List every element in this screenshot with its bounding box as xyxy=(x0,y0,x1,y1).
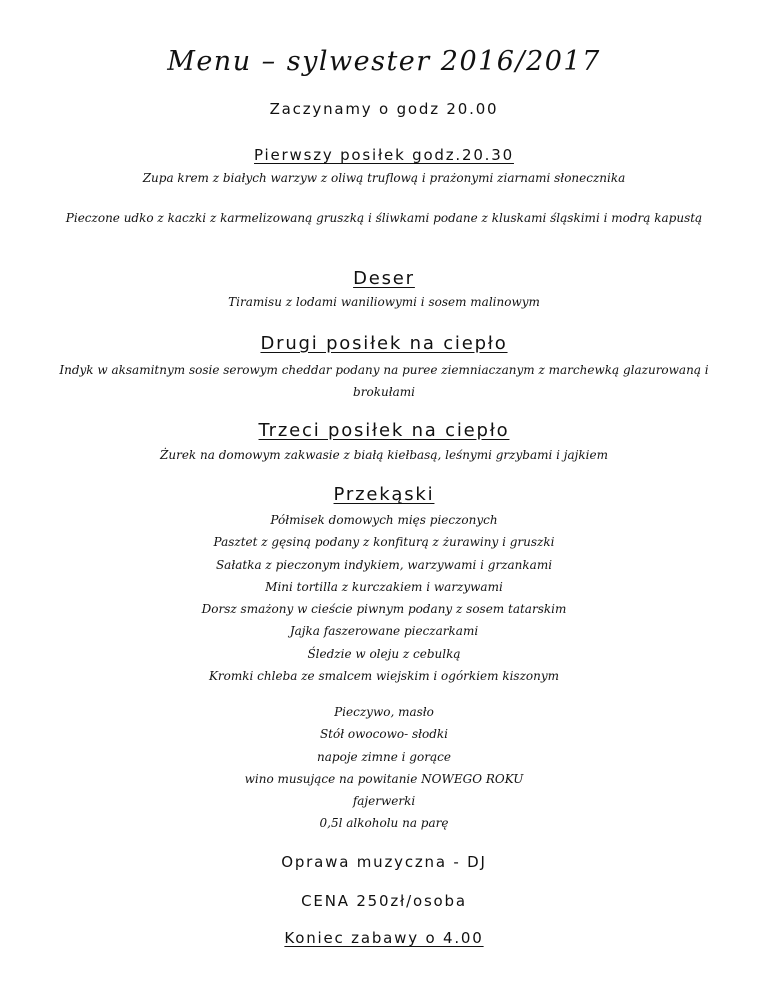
snacks-heading: Przekąski xyxy=(333,484,435,505)
snack-item: Półmisek domowych mięs pieczonych xyxy=(270,513,498,527)
dessert-item: Tiramisu z lodami waniliowymi i sosem malinowym xyxy=(228,295,540,309)
extra-item: wino musujące na powitanie NOWEGO ROKU xyxy=(244,771,524,786)
music-info: Oprawa muzyczna - DJ xyxy=(281,853,487,871)
snack-item: Sałatka z pieczonym indykiem, warzywami i grzankami xyxy=(215,557,553,572)
end-time: Koniec zabawy o 4.00 xyxy=(284,929,484,947)
extra-item: Pieczywo, masło xyxy=(334,705,434,719)
price-info: CENA 250zł/osoba xyxy=(301,892,467,910)
snacks-list xyxy=(0,509,768,687)
extra-item: napoje zimne i gorące xyxy=(317,749,451,764)
snack-item: Pasztet z gęsiną podany z konfiturą z żurawiny i gruszki xyxy=(213,535,555,550)
snack-item: Jajka faszerowane pieczarkami xyxy=(289,624,479,639)
extra-item: fajerwerki xyxy=(352,794,416,809)
extras-list xyxy=(0,701,768,835)
page-title: Menu – sylwester 2016/2017 xyxy=(167,46,601,77)
course2-heading: Drugi posiłek na ciepło xyxy=(260,333,508,354)
snack-item: Kromki chleba ze smalcem wiejskim i ogórkiem kiszonym xyxy=(208,669,560,684)
dessert-heading: Deser xyxy=(353,268,415,289)
snack-item: Dorsz smażony w cieście piwnym podany z sosem tatarskim xyxy=(201,602,567,617)
start-time: Zaczynamy o godz 20.00 xyxy=(269,100,499,118)
course3-heading: Trzeci posiłek na ciepło xyxy=(258,420,510,441)
snack-item: Śledzie w oleju z cebulką xyxy=(307,646,461,661)
snack-item: Mini tortilla z kurczakiem i warzywami xyxy=(265,579,503,594)
course2-item: Indyk w aksamitnym sosie serowym cheddar podany na puree ziemniaczanym z marchewką glazurowaną i brokułami xyxy=(59,363,709,399)
course1-heading: Pierwszy posiłek godz.20.30 xyxy=(254,146,514,164)
extra-item: Stół owocowo- słodki xyxy=(319,727,449,742)
course3-item: Żurek na domowym zakwasie z białą kiełbasą, leśnymi grzybami i jajkiem xyxy=(160,448,608,462)
course1-item-1: Zupa krem z białych warzyw z oliwą truflową i prażonymi ziarnami słonecznika xyxy=(142,171,626,185)
course1-item-2: Pieczone udko z kaczki z karmelizowaną gruszką i śliwkami podane z kluskami śląskimi i modrą kapustą xyxy=(65,211,703,225)
extra-item: 0,5l alkoholu na parę xyxy=(319,816,449,831)
